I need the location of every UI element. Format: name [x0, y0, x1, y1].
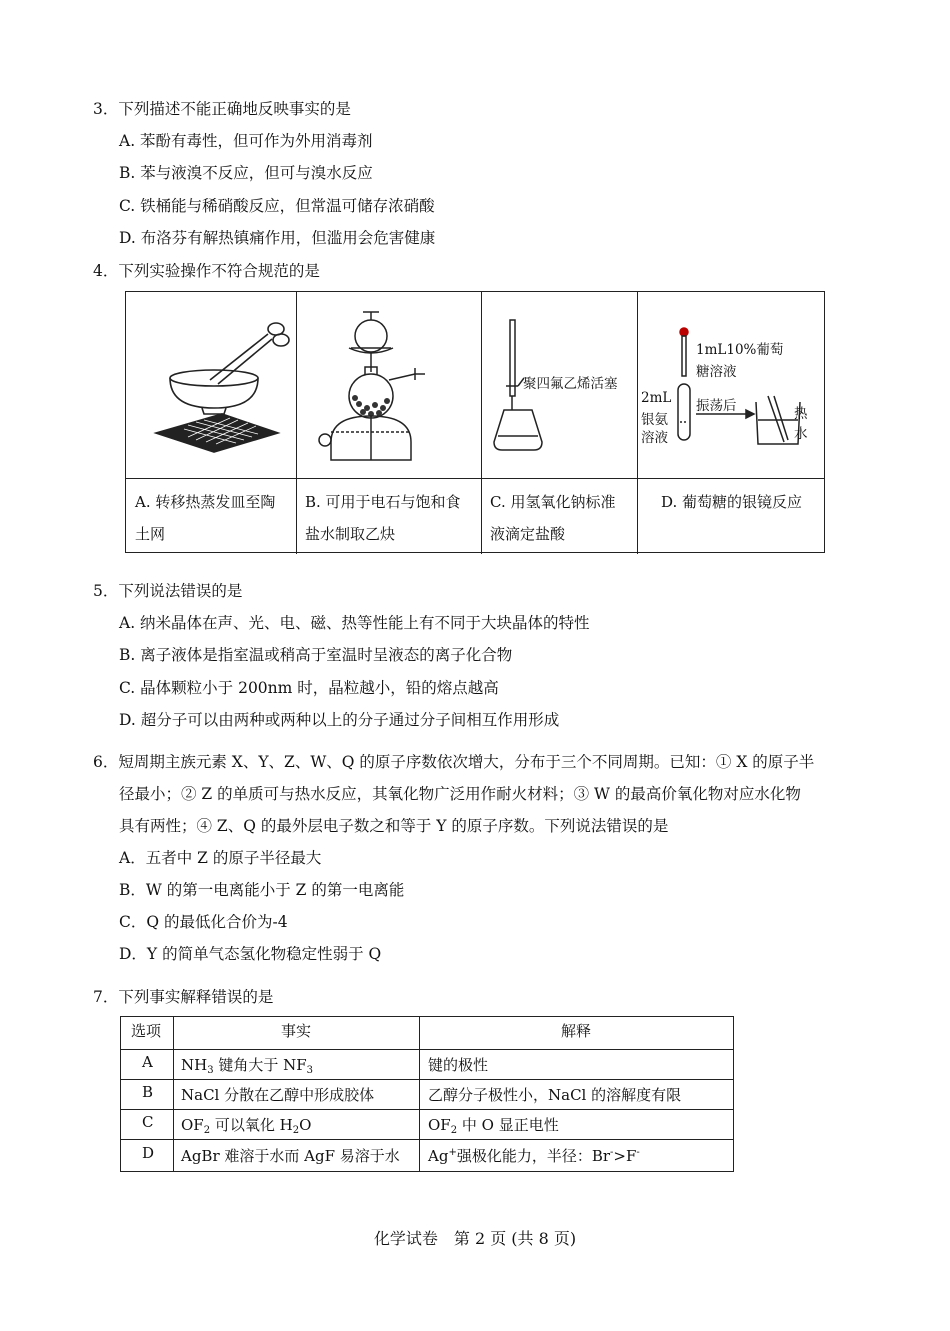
header-fact: 事实	[281, 1022, 312, 1040]
q5-option-b: B. 离子液体是指室温或稍高于室温时呈液态的离子化合物	[119, 646, 513, 664]
row-a-explanation: 键的极性	[428, 1056, 489, 1074]
stopcock-label: 聚四氟乙烯活塞	[523, 376, 618, 392]
silver-label-line3: 溶液	[641, 430, 668, 446]
hot-water-label-line1: 热	[794, 406, 808, 422]
q4-figure-table	[125, 291, 825, 553]
q4-stem: 4．下列实验操作不符合规范的是	[93, 262, 320, 280]
q6-option-d: D．Y 的简单气态氢化物稳定性弱于 Q	[119, 945, 382, 963]
row-b-explanation: 乙醇分子极性小，NaCl 的溶解度有限	[428, 1086, 682, 1104]
tongs-evaporating-dish-illustration	[156, 323, 289, 452]
q3-option-c: C. 铁桶能与稀硝酸反应，但常温可储存浓硝酸	[119, 197, 435, 215]
q5-option-c: C. 晶体颗粒小于 200nm 时，晶粒越小，铅的熔点越高	[119, 679, 499, 697]
header-option: 选项	[131, 1022, 162, 1040]
q6-option-c: C．Q 的最低化合价为-4	[119, 913, 288, 931]
row-a-option: A	[142, 1053, 153, 1071]
row-c-explanation: $OF_2$ 中 O 显正电性	[428, 1116, 559, 1136]
q6-stem-line1: 6．短周期主族元素 X、Y、Z、W、Q 的原子序数依次增大，分布于三个不同周期。已知：① X 的原子半	[93, 753, 815, 771]
shake-label: 振荡后	[696, 398, 737, 414]
silver-label-line2: 银氨	[641, 412, 668, 428]
glucose-label-line2: 糖溶液	[696, 364, 737, 380]
q4-illustrations	[126, 292, 824, 478]
caption-b: B. 可用于电石与饱和食 盐水制取乙炔	[305, 493, 461, 543]
q6-option-b: B．W 的第一电离能小于 Z 的第一电离能	[119, 881, 405, 899]
q7-stem: 7．下列事实解释错误的是	[93, 988, 274, 1006]
q6-stem-line3: 具有两性；④ Z、Q 的最外层电子数之和等于 Y 的原子序数。下列说法错误的是	[119, 817, 669, 835]
glucose-label-line1: 1mL10%葡萄	[696, 342, 784, 358]
q5-option-a: A. 纳米晶体在声、光、电、磁、热等性能上有不同于大块晶体的特性	[119, 614, 590, 632]
row-d-option: D	[142, 1144, 155, 1162]
q3-option-a: A. 苯酚有毒性，但可作为外用消毒剂	[119, 132, 373, 150]
row-b-option: B	[142, 1083, 154, 1101]
caption-c: C. 用氢氧化钠标准 液滴定盐酸	[490, 493, 616, 543]
q3-option-b: B. 苯与液溴不反应，但可与溴水反应	[119, 164, 373, 182]
q6-option-a: A．五者中 Z 的原子半径最大	[119, 849, 322, 867]
silver-label-line1: 2mL	[641, 390, 672, 406]
caption-a: A. 转移热蒸发皿至陶 土网	[135, 493, 276, 543]
row-d-fact: AgBr 难溶于水而 AgF 易溶于水	[181, 1147, 400, 1165]
hot-water-label-line2: 水	[794, 426, 808, 442]
row-c-fact: $OF_2$ 可以氧化 $H_2O$	[181, 1116, 312, 1136]
caption-d: D. 葡萄糖的银镜反应	[661, 493, 803, 511]
acetylene-generator-illustration	[319, 312, 425, 460]
q6-stem-line2: 径最小；② Z 的单质可与热水反应，其氧化物广泛用作耐火材料；③ W 的最高价氧化物对应水化物	[119, 785, 801, 803]
q5-stem: 5．下列说法错误的是	[93, 582, 243, 600]
q7-table	[120, 1016, 734, 1172]
row-c-option: C	[142, 1113, 154, 1131]
page-footer: 化学试卷 第 2 页 (共 8 页)	[373, 1229, 577, 1248]
q3-stem: 3．下列描述不能正确地反映事实的是	[93, 100, 351, 118]
row-d-explanation: Ag+强极化能力，半径：Br->F-	[428, 1147, 640, 1165]
row-b-fact: NaCl 分散在乙醇中形成胶体	[181, 1086, 375, 1104]
q3-option-d: D. 布洛芬有解热镇痛作用，但滥用会危害健康	[119, 229, 436, 247]
row-a-fact: $NH_3$ 键角大于 $NF_3$	[181, 1056, 314, 1076]
q5-option-d: D. 超分子可以由两种或两种以上的分子通过分子间相互作用形成	[119, 711, 560, 729]
header-explanation: 解释	[561, 1022, 592, 1040]
